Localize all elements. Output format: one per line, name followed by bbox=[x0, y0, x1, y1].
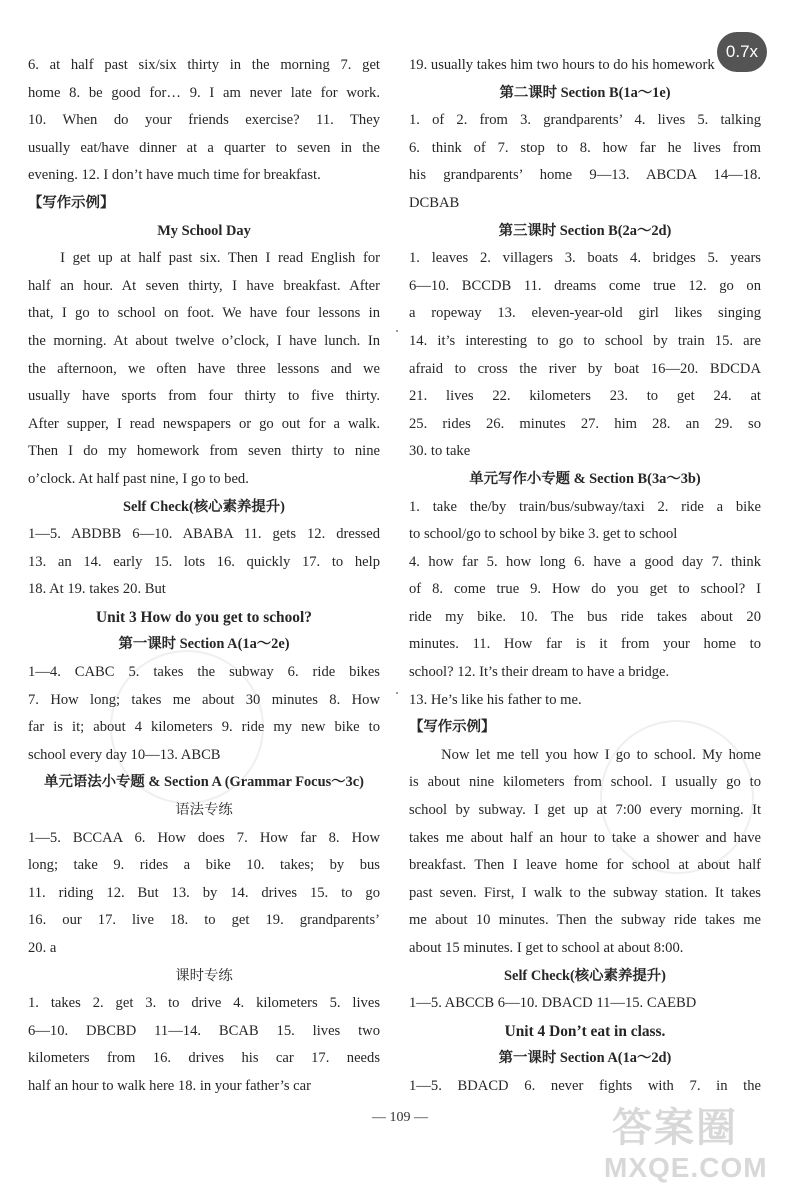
answer-line: the afternoon, we often have three lessons and we bbox=[28, 360, 380, 377]
answer-line: 1—5. BDACD 6. never fights with 7. in the bbox=[409, 1077, 761, 1094]
answer-line: long; take 9. rides a bike 10. takes; by bus bbox=[28, 857, 380, 874]
answer-line: half an hour. At seven thirty, I have breakfast. After bbox=[28, 277, 380, 294]
section-tag: 【写作示例】 bbox=[409, 719, 496, 736]
answer-line: 1. leaves 2. villagers 3. boats 4. bridges 5. years bbox=[409, 250, 761, 267]
answer-line: the morning. At about twelve o’clock, I have lunch. In bbox=[28, 332, 380, 349]
section-heading: 第二课时 Section B(1a～1e) bbox=[499, 84, 671, 101]
answer-line: 1. take the/by train/bus/subway/taxi 2. ride a bike bbox=[409, 498, 761, 515]
answer-line: that, I go to school on foot. We have four lessons in bbox=[28, 305, 380, 322]
answer-line: far is it; about 4 kilometers 9. ride my new bike to bbox=[28, 719, 380, 736]
answer-line: DCBAB bbox=[409, 194, 460, 211]
section-heading: 单元写作小专题 & Section B(3a～3b) bbox=[469, 470, 701, 487]
section-heading: My School Day bbox=[157, 222, 251, 239]
answer-line: ride my bike. 10. The bus ride takes about 20 bbox=[409, 608, 761, 625]
section-heading: 单元语法小专题 & Section A (Grammar Focus～3c) bbox=[44, 774, 364, 791]
answer-line: 14. it’s interesting to go to school by train 15. are bbox=[409, 332, 761, 349]
section-tag: 【写作示例】 bbox=[28, 194, 115, 211]
answer-line: 11. riding 12. But 13. by 14. drives 15. to go bbox=[28, 884, 380, 901]
answer-line: evening. 12. I don’t have much time for breakfast. bbox=[28, 167, 321, 184]
answer-line: 1—5. BCCAA 6. How does 7. How far 8. How bbox=[28, 829, 380, 846]
answer-line: After supper, I read newspapers or go out for a walk. bbox=[28, 415, 380, 432]
site-watermark bbox=[600, 1096, 788, 1188]
answer-line: 13. He’s like his father to me. bbox=[409, 691, 582, 708]
answer-line: 25. rides 26. minutes 27. him 28. an 29. so bbox=[409, 415, 761, 432]
unit-title: Unit 4 Don’t eat in class. bbox=[504, 1022, 666, 1040]
answer-line: 6. think of 7. stop to 8. how far he lives from bbox=[409, 139, 761, 156]
section-heading: 课时专练 bbox=[175, 967, 233, 984]
answer-line: school by subway. I get up at 7:00 every morning. It bbox=[409, 802, 761, 819]
answer-line: his grandparents’ home 9—13. ABCDA 14—18. bbox=[409, 167, 761, 184]
answer-line: I get up at half past six. Then I read English for bbox=[60, 250, 380, 267]
answer-line: usually have sports from four thirty to five thirty. bbox=[28, 388, 380, 405]
section-heading: Self Check(核心素养提升) bbox=[123, 498, 285, 515]
binding-mark bbox=[396, 330, 398, 332]
answer-line: about 15 minutes. I get to school at about 8:00. bbox=[409, 940, 684, 956]
answer-line: past seven. First, I walk to the subway station. It takes bbox=[409, 884, 761, 901]
answer-line: 21. lives 22. kilometers 23. to get 24. at bbox=[409, 388, 761, 405]
page-number: — 109 — bbox=[372, 1110, 428, 1125]
answer-line: 30. to take bbox=[409, 443, 471, 460]
binding-mark bbox=[396, 692, 398, 694]
answer-line: 7. How long; takes me about 30 minutes 8. How bbox=[28, 691, 380, 708]
answer-line: home 8. be good for… 9. I am never late for work. bbox=[28, 84, 380, 101]
answer-line: 6—10. DBCBD 11—14. BCAB 15. lives two bbox=[28, 1022, 380, 1039]
answer-line: is about nine kilometers from school. I usually go to bbox=[409, 774, 761, 791]
answer-line: 20. a bbox=[28, 940, 57, 956]
answer-line: 19. usually takes him two hours to do his homework bbox=[409, 57, 715, 73]
unit-title: Unit 3 How do you get to school? bbox=[96, 608, 312, 626]
section-heading: 语法专练 bbox=[175, 802, 233, 819]
watermark-url-text: MXQE.COM bbox=[604, 1152, 768, 1183]
answer-line: 6. at half past six/six thirty in the morning 7. get bbox=[28, 57, 380, 73]
section-heading: 第一课时 Section A(1a～2d) bbox=[498, 1050, 672, 1067]
answer-line: 4. how far 5. how long 6. have a good day 7. think bbox=[409, 553, 761, 570]
playback-speed-badge[interactable]: 0.7x bbox=[717, 32, 767, 72]
answer-line: school? 12. It’s their dream to have a bridge. bbox=[409, 664, 670, 681]
answer-line: o’clock. At half past nine, I go to bed. bbox=[28, 470, 249, 487]
answer-line: usually eat/have dinner at a quarter to seven in the bbox=[28, 139, 380, 156]
faint-stamp-mark bbox=[600, 720, 754, 874]
answer-line: 1. takes 2. get 3. to drive 4. kilometers 5. lives bbox=[28, 995, 380, 1012]
answer-line: half an hour to walk here 18. in your father’s car bbox=[28, 1077, 311, 1094]
answer-line: 18. At 19. takes 20. But bbox=[28, 581, 166, 598]
right-answer-column bbox=[409, 52, 761, 1101]
answer-line: 6—10. BCCDB 11. dreams come true 12. go on bbox=[409, 277, 761, 294]
answer-line: minutes. 11. How far is it from your home to bbox=[409, 636, 761, 653]
answer-line: breakfast. Then I leave home for school at about half bbox=[409, 857, 761, 874]
section-heading: Self Check(核心素养提升) bbox=[504, 967, 666, 984]
section-heading: 第三课时 Section B(2a～2d) bbox=[498, 222, 672, 239]
answer-line: 1—4. CABC 5. takes the subway 6. ride bikes bbox=[28, 664, 380, 681]
answer-line: afraid to cross the river by boat 16—20. BDCDA bbox=[409, 360, 761, 377]
answer-line: Then I do my homework from seven thirty to nine bbox=[28, 443, 380, 460]
answer-line: 1—5. ABDBB 6—10. ABABA 11. gets 12. dressed bbox=[28, 526, 380, 543]
answer-line: of 8. come true 9. How do you get to school? I bbox=[409, 581, 761, 598]
answer-line: 16. our 17. live 18. to get 19. grandparents’ bbox=[28, 912, 380, 929]
answer-line: takes me about half an hour to take a shower and have bbox=[409, 829, 761, 846]
answer-line: 1. of 2. from 3. grandparents’ 4. lives 5. talking bbox=[409, 112, 761, 129]
faint-stamp-mark bbox=[110, 650, 264, 804]
left-answer-column bbox=[28, 52, 380, 1101]
answer-line: me about 10 minutes. Then the subway ride takes me bbox=[409, 912, 761, 929]
answer-line: Now let me tell you how I go to school. My home bbox=[441, 746, 761, 763]
answer-line: 1—5. ABCCB 6—10. DBACD 11—15. CAEBD bbox=[409, 995, 697, 1012]
section-heading: 第一课时 Section A(1a～2e) bbox=[118, 636, 290, 653]
answer-line: kilometers from 16. drives his car 17. needs bbox=[28, 1050, 380, 1067]
answer-line: a ropeway 13. eleven-year-old girl likes singing bbox=[409, 305, 761, 322]
answer-line: school every day 10—13. ABCB bbox=[28, 746, 221, 763]
watermark-logo-text: 答案圈 bbox=[612, 1106, 738, 1150]
answer-line: to school/go to school by bike 3. get to school bbox=[409, 526, 678, 543]
answer-line: 13. an 14. early 15. lots 16. quickly 17. to help bbox=[28, 553, 380, 570]
answer-line: 10. When do your friends exercise? 11. They bbox=[28, 112, 380, 129]
